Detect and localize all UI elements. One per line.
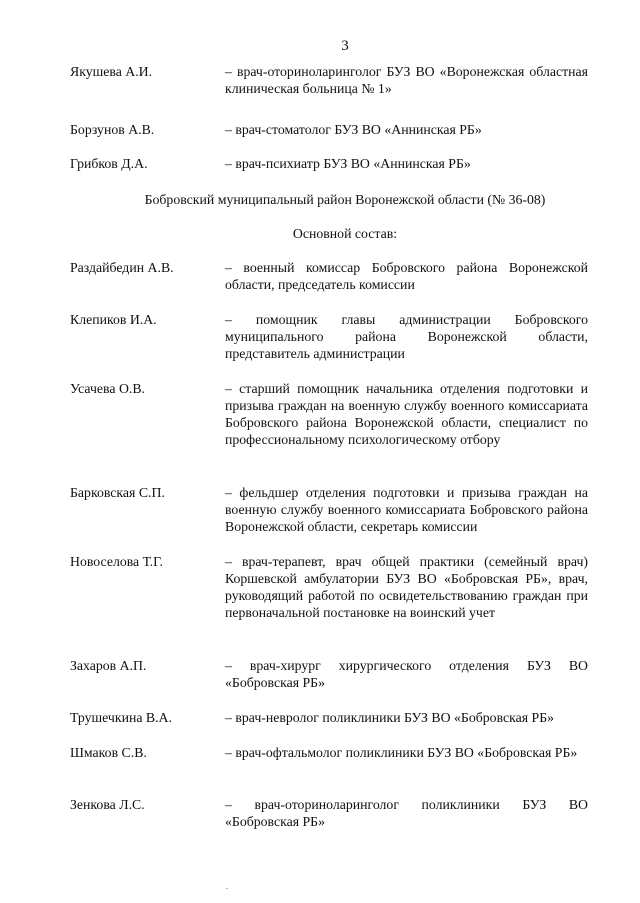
composition-subtitle: Основной состав: [292,226,398,241]
member-name: Шмаков С.В. [70,745,147,760]
page-number: 3 [341,38,349,54]
member-name: Борзунов А.В. [70,122,155,137]
member-role: – военный комиссар Бобровского района Воронежской области, председатель комиссии [225,260,588,292]
member-role: – врач-терапевт, врач общей практики (семейный врач) Коршевской амбулатории БУЗ ВО «Бобровская РБ», врач, руководящий работой по освидетельствованию граждан при первоначальной постановке на воинский учет [225,554,588,620]
member-role: – врач-оториноларинголог поликлиники БУЗ ВО «Бобровская РБ» [225,797,588,829]
member-name: Зенкова Л.С. [70,797,145,812]
member-role: – врач-стоматолог БУЗ ВО «Аннинская РБ» [225,122,482,137]
member-name: Клепиков И.А. [70,312,157,327]
member-role: – старший помощник начальника отделения подготовки и призыва граждан на военную службу военного комиссариата Бобровского района Воронежской области, специалист по профессиональному психологическому отбору [225,381,588,447]
member-name: Раздайбедин А.В. [70,260,174,275]
member-name: Грибков Д.А. [70,156,148,171]
member-name: Новоселова Т.Г. [70,554,163,569]
member-role: – врач-оториноларинголог БУЗ ВО «Воронежская областная клиническая больница № 1» [225,64,588,96]
member-name: Усачева О.В. [70,381,146,396]
member-role: – помощник главы администрации Бобровского муниципального района Воронежской области, представитель администрации [225,312,588,361]
member-role: – фельдшер отделения подготовки и призыва граждан на военную службу военного комиссариата Бобровского района Воронежской области, секретарь комиссии [225,485,588,534]
member-name: Барковская С.П. [70,485,165,500]
member-role: – врач-офтальмолог поликлиники БУЗ ВО «Бобровская РБ» [225,745,578,760]
member-name: Якушева А.И. [70,64,153,79]
member-role: – врач-психиатр БУЗ ВО «Аннинская РБ» [225,156,471,171]
member-role: – врач-невролог поликлиники БУЗ ВО «Бобровская РБ» [225,710,555,725]
scan-speck [226,888,228,889]
member-role: – врач-хирург хирургического отделения БУЗ ВО «Бобровская РБ» [225,658,588,690]
district-title: Бобровский муниципальный район Воронежской области (№ 36-08) [144,192,546,207]
member-name: Захаров А.П. [70,658,147,673]
member-name: Трушечкина В.А. [70,710,172,725]
